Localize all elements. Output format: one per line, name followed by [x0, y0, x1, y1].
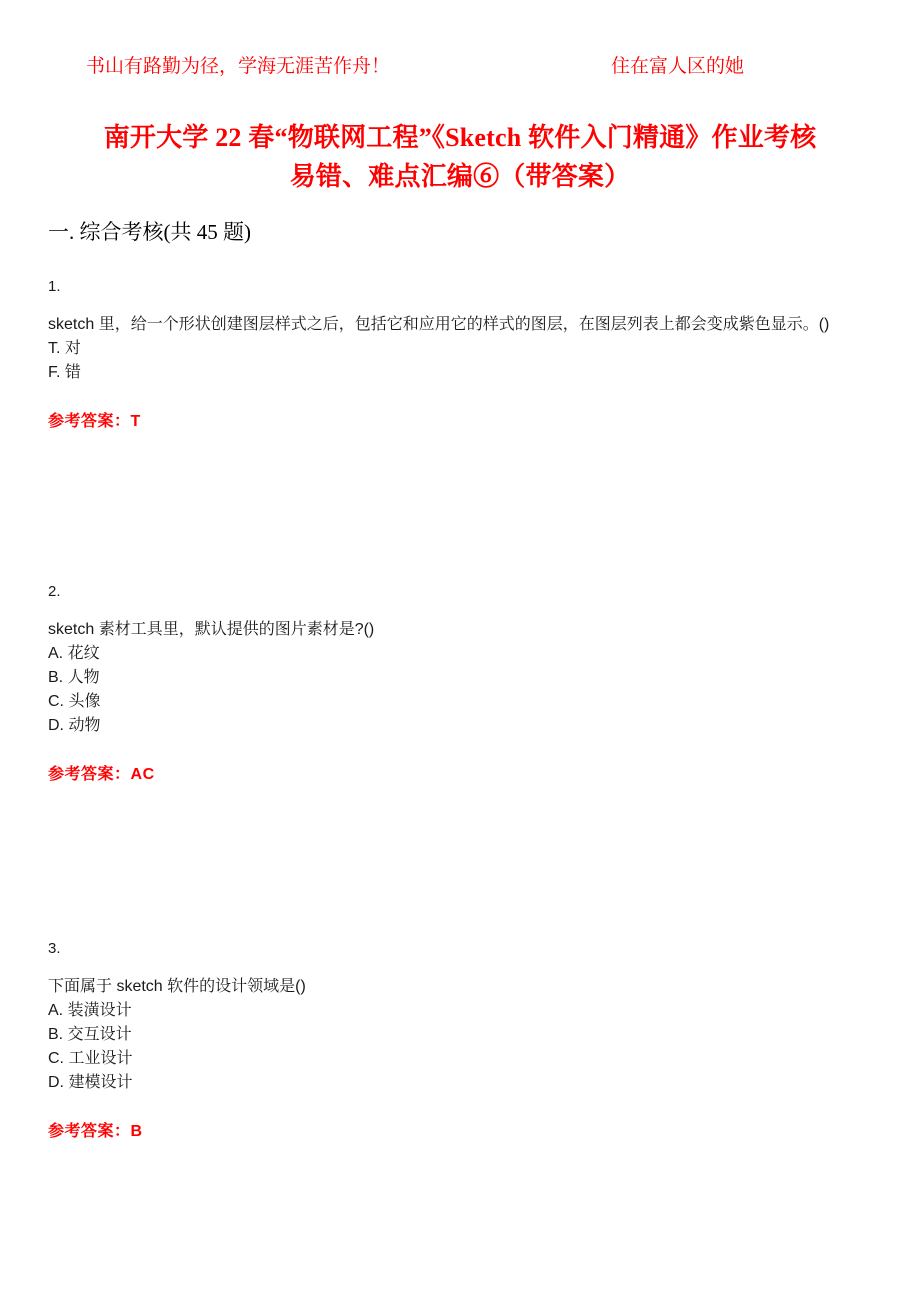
question-option[interactable]: D. 建模设计 [48, 1074, 133, 1091]
question-spacer [48, 433, 872, 551]
reference-answer [48, 1121, 872, 1143]
header-right-label: 住在富人区的她 [611, 56, 745, 77]
question-options [48, 999, 872, 1095]
question-option[interactable]: A. 装潢设计 [48, 1002, 132, 1019]
document-title [48, 118, 872, 196]
page-header [48, 0, 872, 96]
document-title-line-1: 南开大学 22 春“物联网工程”《Sketch 软件入门精通》作业考核 [103, 123, 817, 152]
reference-answer [48, 411, 872, 433]
question-block [48, 276, 872, 433]
question-stem: sketch 里，给一个形状创建图层样式之后，包括它和应用它的样式的图层，在图层列表上都会变成紫色显示。() [48, 316, 830, 333]
question-option[interactable]: A. 花纹 [48, 645, 100, 662]
reference-answer [48, 764, 872, 786]
question-option[interactable]: D. 动物 [48, 717, 101, 734]
reference-answer-label: 参考答案： [48, 1123, 131, 1140]
header-left-motto: 书山有路勤为径，学海无涯苦作舟！ [86, 56, 391, 77]
question-option[interactable]: C. 工业设计 [48, 1050, 133, 1067]
question-option[interactable]: B. 人物 [48, 669, 100, 686]
question-spacer [48, 786, 872, 908]
question-stem: 下面属于 sketch 软件的设计领域是() [48, 978, 306, 995]
question-options [48, 642, 872, 738]
section-heading: 一. 综合考核(共 45 题) [48, 220, 251, 244]
question-block [48, 938, 872, 1143]
question-option[interactable]: C. 头像 [48, 693, 101, 710]
question-number: 3. [48, 940, 61, 957]
question-stem: sketch 素材工具里，默认提供的图片素材是?() [48, 621, 375, 638]
question-number: 1. [48, 278, 61, 295]
document-title-line-2: 易错、难点汇编⑥（带答案） [289, 162, 631, 191]
reference-answer-label: 参考答案： [48, 766, 131, 783]
question-number: 2. [48, 583, 61, 600]
question-block [48, 581, 872, 786]
reference-answer-value: B [130, 1123, 143, 1140]
question-option[interactable]: F. 错 [48, 364, 81, 381]
question-option[interactable]: B. 交互设计 [48, 1026, 132, 1043]
reference-answer-value: T [130, 413, 141, 430]
question-options [48, 337, 872, 385]
question-option[interactable]: T. 对 [48, 340, 81, 357]
reference-answer-label: 参考答案： [48, 413, 131, 430]
reference-answer-value: AC [130, 766, 155, 783]
